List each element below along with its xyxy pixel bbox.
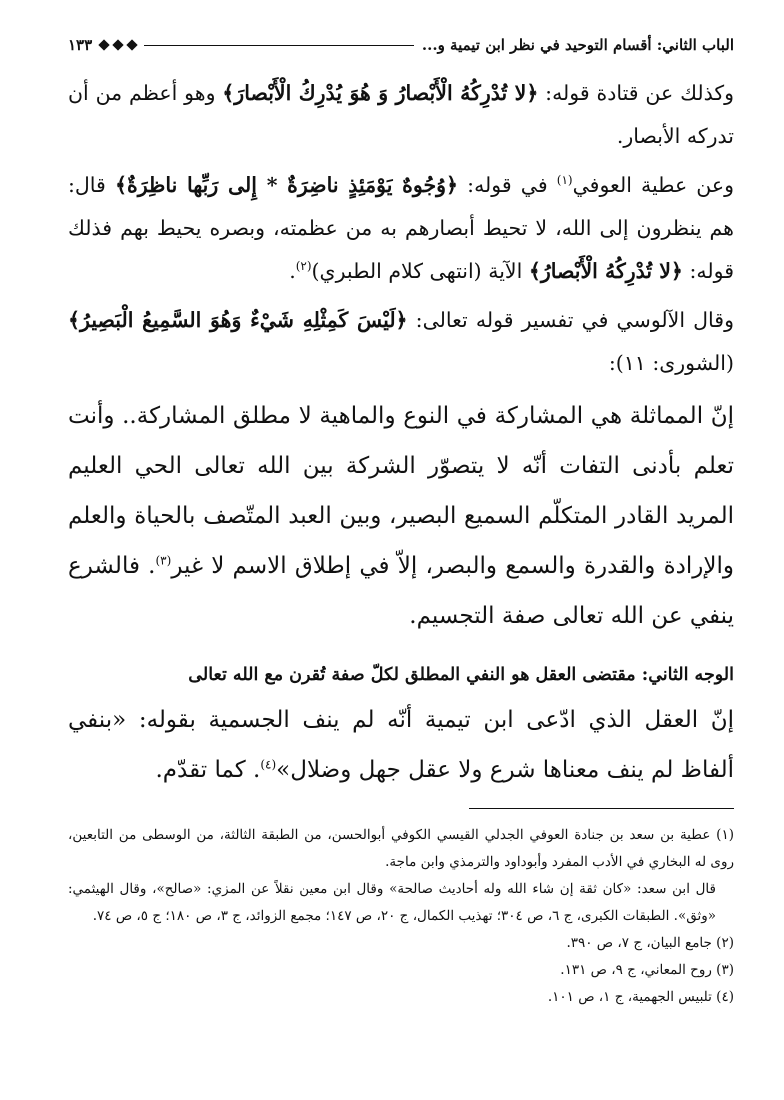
main-text	[68, 72, 734, 795]
header-rule	[144, 45, 414, 46]
text-run: في قوله:	[458, 173, 557, 197]
header-ornament	[100, 41, 136, 49]
text-run: . فالشرع ينفي عن الله تعالى صفة التجسيم.	[68, 553, 734, 629]
footnote-separator	[469, 808, 734, 809]
paragraph-qatada	[68, 72, 734, 158]
footnote-4: (٤) تلبيس الجهمية، ج ١، ص ١٠١.	[547, 989, 734, 1005]
running-header	[68, 34, 734, 56]
text-run: الآية (انتهى كلام الطبري)	[311, 259, 529, 283]
section-heading: الوجه الثاني: مقتضى العقل هو النفي المطلق لكلّ صفة تُقرن مع الله تعالى	[188, 665, 734, 685]
text-run: قال: هم ينظرون إلى الله، لا تحيط أبصارهم به من عظمته، وبصره يحيط بهم فذلك قوله:	[68, 173, 734, 283]
text-run: . كما تقدّم.	[155, 757, 261, 783]
text-run: إنّ العقل الذي ادّعى ابن تيمية أنّه لم ينف الجسمية بقوله: «بنفي ألفاظ لم ينف معناها شرع ولا عقل جهل وضلال»	[68, 707, 734, 783]
text-run: وهو أعظم من أن تدركه الأبصار.	[68, 81, 734, 148]
footnote-1-continued: قال ابن سعد: «كان ثقة إن شاء الله وله أحاديث صالحة» وقال ابن معين نقلاً عن المزي: «صالح»، وقال الهيثمي: «وثق». الطبقات الكبرى، ج ٦، ص ٣٠٤؛ تهذيب الكمال، ج ٢٠، ص ١٤٧؛ مجمع الزوائد، ج ٣، ص ١٨٠؛ ج ٥، ص ٧٤.	[68, 881, 716, 924]
quran-verse: ﴿لا تُدْرِكُهُ الْأَبْصارُ وَ هُوَ يُدْرِكُ الْأَبْصارَ﴾	[222, 81, 539, 105]
footnote-ref[interactable]: (٣)	[155, 553, 172, 568]
paragraph-alusi	[68, 299, 734, 385]
header-title: الباب الثاني: أقسام التوحيد في نظر ابن تيمية و...	[421, 36, 734, 54]
page-number: ١٣٣	[68, 36, 93, 54]
footnote-ref[interactable]: (٢)	[295, 259, 312, 274]
paragraph-atiyya	[68, 164, 734, 293]
text-run: وقال الآلوسي في تفسير قوله تعالى:	[407, 308, 734, 332]
text-run: وعن عطية العوفي	[572, 173, 735, 197]
text-run: إنّ المماثلة هي المشاركة في النوع والماهية لا مطلق المشاركة.. وأنت تعلم بأدنى التفات أنّه لا يتصوّر الشركة بين الله تعالى الحي العليم المريد القادر المتكلّم السميع البصير، وبين العبد المتّصف بالحياة والعلم والإرادة والقدرة والسمع والبصر، إلاّ في إطلاق الاسم لا غير	[68, 403, 734, 579]
footnote-3: (٣) روح المعاني، ج ٩، ص ١٣١.	[560, 962, 734, 978]
paragraph-aql	[68, 695, 734, 795]
quran-verse: ﴿وُجُوهٌ يَوْمَئِذٍ ناضِرَةٌ * إِلى رَبِّها ناظِرَةٌ﴾	[114, 173, 459, 197]
text-run: .	[289, 259, 296, 283]
footnote-ref[interactable]: (٤)	[260, 757, 277, 772]
text-run: وكذلك عن قتادة قوله:	[538, 81, 735, 105]
footnote-2: (٢) جامع البيان، ج ٧، ص ٣٩٠.	[566, 935, 734, 951]
footnote-1: (١) عطية بن سعد بن جنادة العوفي الجدلي القيسي الكوفي أبوالحسن، من الطبقة الثالثة، من الوسطى من التابعين، روى له البخاري في الأدب المفرد وأبوداود والترمذي وابن ماجة.	[68, 827, 734, 870]
paragraph-mumathala	[68, 391, 734, 641]
footnote-ref[interactable]: (١)	[556, 173, 573, 188]
quran-verse: ﴿لا تُدْرِكُهُ الْأَبْصارُ﴾	[528, 259, 683, 283]
text-run: (الشورى: ١١):	[608, 351, 734, 375]
book-page	[68, 0, 734, 1100]
footnotes	[68, 822, 734, 1011]
quran-verse: ﴿لَيْسَ كَمِثْلِهِ شَيْءٌ وَهُوَ السَّمِيعُ الْبَصِيرُ﴾	[68, 308, 408, 332]
